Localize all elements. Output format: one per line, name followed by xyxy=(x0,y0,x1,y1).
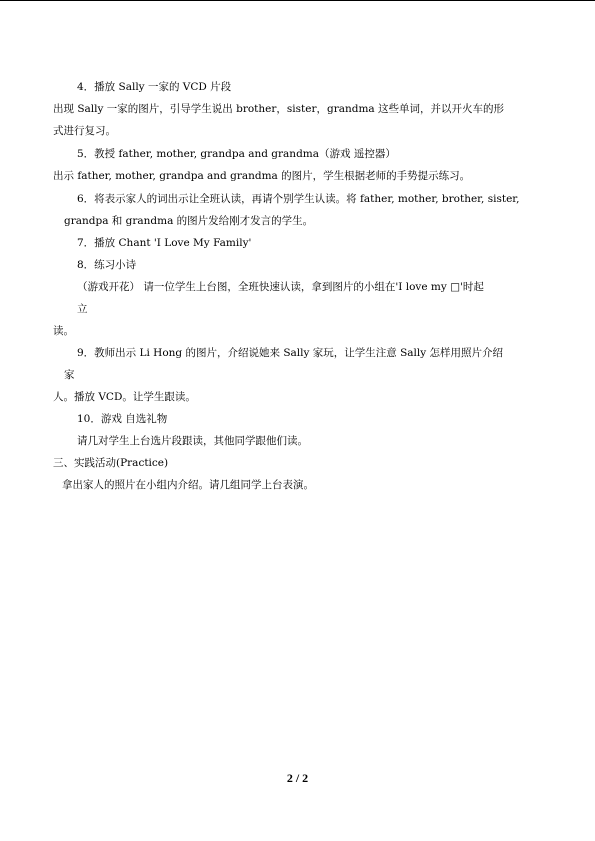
text-line: （游戏开花） 请一位学生上台图，全班快速认读，拿到图片的小组在'I love my □'时起 xyxy=(77,281,484,293)
text-line: 拿出家人的照片在小组内介绍。请几组同学上台表演。 xyxy=(62,479,314,491)
header-rule xyxy=(0,0,595,1)
text-line: 出现 Sally 一家的图片，引导学生说出 brother，sister，grandma 这些单词，并以开火车的形 xyxy=(53,103,505,115)
section-heading: 三、实践活动(Practice) xyxy=(53,457,169,469)
text-line: 6．将表示家人的词出示让全班认读，再请个别学生认读。将 father, mother, brother, sister, xyxy=(77,193,520,205)
text-line: grandpa 和 grandma 的图片发给刚才发言的学生。 xyxy=(64,215,314,227)
text-line: 式进行复习。 xyxy=(53,125,116,137)
text-line: 家 xyxy=(64,369,75,381)
page-number: 2 / 2 xyxy=(286,771,309,785)
text-line: 9．教师出示 Li Hong 的图片，介绍说她来 Sally 家玩，让学生注意 Sally 怎样用照片介绍 xyxy=(77,347,504,359)
text-line: 8．练习小诗 xyxy=(77,259,137,271)
text-line: 出示 father, mother, grandpa and grandma 的图片，学生根据老师的手势提示练习。 xyxy=(53,170,471,182)
text-line: 立 xyxy=(77,303,88,315)
text-line: 4．播放 Sally 一家的 VCD 片段 xyxy=(77,81,232,93)
text-line: 5．教授 father, mother, grandpa and grandma（游戏 遥控器） xyxy=(77,148,396,160)
text-line: 读。 xyxy=(53,325,74,337)
text-line: 请几对学生上台选片段跟读，其他同学跟他们读。 xyxy=(77,435,308,447)
text-line: 10．游戏 自选礼物 xyxy=(77,413,168,425)
text-line: 7．播放 Chant 'I Love My Family' xyxy=(77,237,252,249)
text-line: 人。播放 VCD。让学生跟读。 xyxy=(53,391,196,403)
